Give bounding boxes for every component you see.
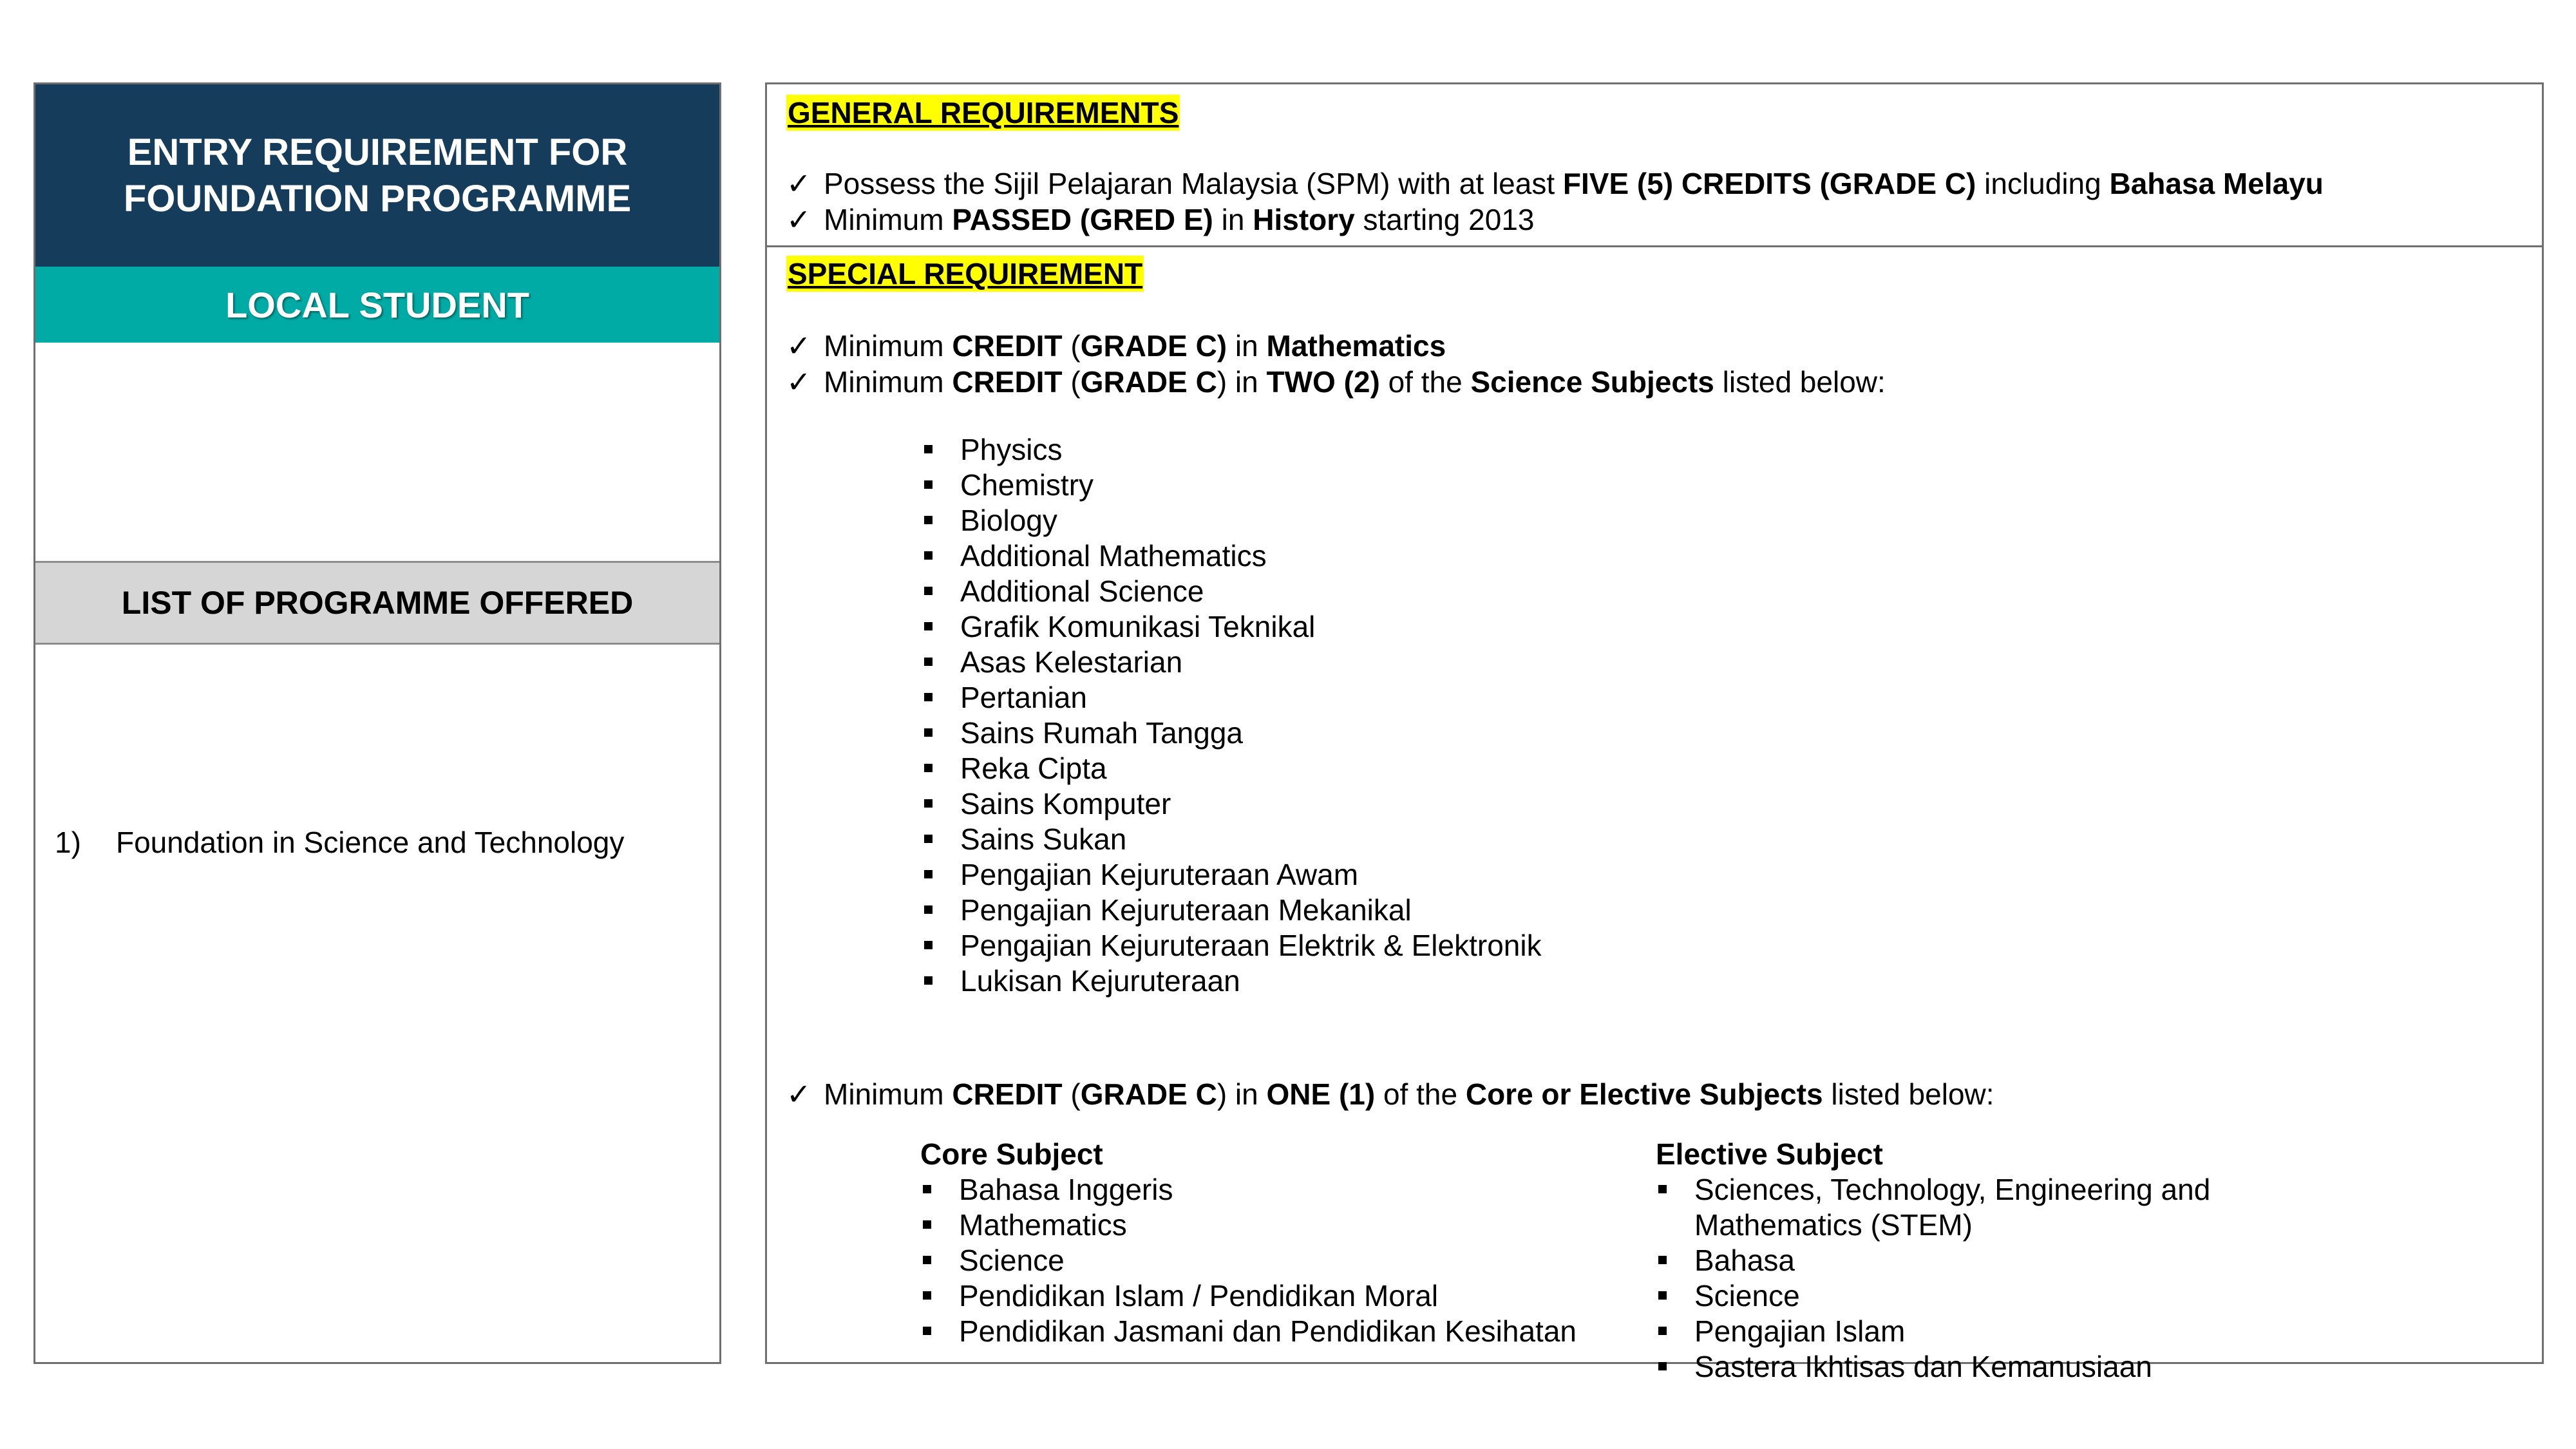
text: starting 2013	[1354, 203, 1535, 236]
list-item: Pengajian Kejuruteraan Elektrik & Elektronik	[922, 928, 1542, 963]
text: Minimum	[824, 1077, 952, 1111]
check-icon: ✓	[786, 203, 811, 236]
special-requirement-science	[786, 364, 1886, 400]
text: of the	[1379, 365, 1471, 399]
text: Mathematics (STEM)	[1694, 1208, 1973, 1242]
text: ) in	[1217, 365, 1267, 399]
list-item: Grafik Komunikasi Teknikal	[922, 609, 1542, 645]
text-bold: History	[1253, 203, 1355, 236]
title-line-2: FOUNDATION PROGRAMME	[123, 177, 632, 220]
text-bold: Core or Elective Subjects	[1465, 1077, 1823, 1111]
text: Possess the Sijil Pelajaran Malaysia (SPM) with at least	[824, 167, 1563, 200]
text: (	[1062, 365, 1081, 399]
general-requirement-spm	[786, 166, 2324, 202]
programme-list-header: LIST OF PROGRAMME OFFERED	[35, 561, 719, 645]
list-item: Additional Mathematics	[922, 538, 1542, 574]
list-item: Pengajian Islam	[1656, 1314, 2210, 1349]
student-type-banner: LOCAL STUDENT	[35, 267, 719, 343]
list-item: Pendidikan Jasmani dan Pendidikan Kesihatan	[920, 1314, 1577, 1349]
section-divider	[767, 245, 2542, 247]
text-bold: CREDIT	[952, 329, 1063, 363]
list-item: Bahasa	[1656, 1243, 2210, 1278]
text-bold: Mathematics	[1266, 329, 1446, 363]
list-item: Sastera Ikhtisas dan Kemanusiaan	[1656, 1349, 2210, 1385]
text: Sciences, Technology, Engineering and	[1694, 1173, 2211, 1206]
text: Minimum	[824, 329, 952, 363]
text: in	[1213, 203, 1253, 236]
check-icon: ✓	[786, 329, 811, 363]
list-item: Pertanian	[922, 680, 1542, 715]
special-requirement-heading: SPECIAL REQUIREMENT	[788, 257, 1143, 290]
text: Minimum	[824, 365, 952, 399]
check-icon: ✓	[786, 365, 811, 399]
check-icon: ✓	[786, 1077, 811, 1111]
text: listed below:	[1823, 1077, 1994, 1111]
text: (	[1062, 1077, 1081, 1111]
text: (	[1062, 329, 1081, 363]
elective-subject-list	[1656, 1172, 2210, 1385]
list-item: Chemistry	[922, 468, 1542, 503]
elective-subject-title: Elective Subject	[1656, 1137, 1883, 1171]
requirements-panel	[765, 82, 2544, 1383]
list-item: Sains Rumah Tangga	[922, 715, 1542, 751]
list-item: Pendidikan Islam / Pendidikan Moral	[920, 1278, 1577, 1314]
page-title	[35, 84, 719, 267]
text: listed below:	[1714, 365, 1886, 399]
text-bold: Bahasa Melayu	[2109, 167, 2324, 200]
list-item: Physics	[922, 432, 1542, 468]
list-item	[1656, 1172, 2210, 1243]
list-item: Pengajian Kejuruteraan Awam	[922, 857, 1542, 893]
list-item: Reka Cipta	[922, 751, 1542, 786]
text: ) in	[1217, 1077, 1267, 1111]
text-bold: CREDIT	[952, 1077, 1063, 1111]
text-bold: GRADE C	[1080, 365, 1217, 399]
text-bold: FIVE (5) CREDITS (GRADE C)	[1562, 167, 1976, 200]
list-item: Science	[1656, 1278, 2210, 1314]
left-panel	[33, 82, 721, 1364]
special-requirement-mathematics	[786, 328, 1446, 364]
text: in	[1227, 329, 1267, 363]
list-item: Additional Science	[922, 574, 1542, 609]
text-bold: Science Subjects	[1470, 365, 1714, 399]
check-icon: ✓	[786, 167, 811, 200]
list-item: Pengajian Kejuruteraan Mekanikal	[922, 893, 1542, 928]
list-item: Bahasa Inggeris	[920, 1172, 1577, 1208]
text: Minimum	[824, 203, 952, 236]
list-item: Lukisan Kejuruteraan	[922, 963, 1542, 999]
text-bold: ONE (1)	[1266, 1077, 1376, 1111]
text-bold: CREDIT	[952, 365, 1063, 399]
programme-name: Foundation in Science and Technology	[116, 826, 625, 859]
list-item: Science	[920, 1243, 1577, 1278]
list-item: Sains Komputer	[922, 786, 1542, 822]
core-subject-column	[920, 1137, 1577, 1349]
general-requirement-history	[786, 202, 1535, 238]
core-subject-title: Core Subject	[920, 1137, 1103, 1171]
general-requirements-heading: GENERAL REQUIREMENTS	[788, 96, 1179, 129]
text: of the	[1375, 1077, 1466, 1111]
science-subject-list	[922, 432, 1542, 999]
title-line-1: ENTRY REQUIREMENT FOR	[127, 131, 628, 173]
text-bold: GRADE C	[1080, 1077, 1217, 1111]
core-subject-list	[920, 1172, 1577, 1349]
list-item: Asas Kelestarian	[922, 645, 1542, 680]
elective-subject-column	[1656, 1137, 2210, 1385]
text-bold: TWO (2)	[1266, 365, 1380, 399]
list-item: Biology	[922, 503, 1542, 538]
list-item: Sains Sukan	[922, 822, 1542, 857]
programme-number: 1)	[55, 826, 81, 859]
text-bold: GRADE C)	[1080, 329, 1227, 363]
text: including	[1976, 167, 2110, 200]
list-item: Mathematics	[920, 1208, 1577, 1243]
programme-item	[55, 825, 624, 860]
text-bold: PASSED (GRED E)	[952, 203, 1213, 236]
special-requirement-core-elective	[786, 1076, 1994, 1112]
